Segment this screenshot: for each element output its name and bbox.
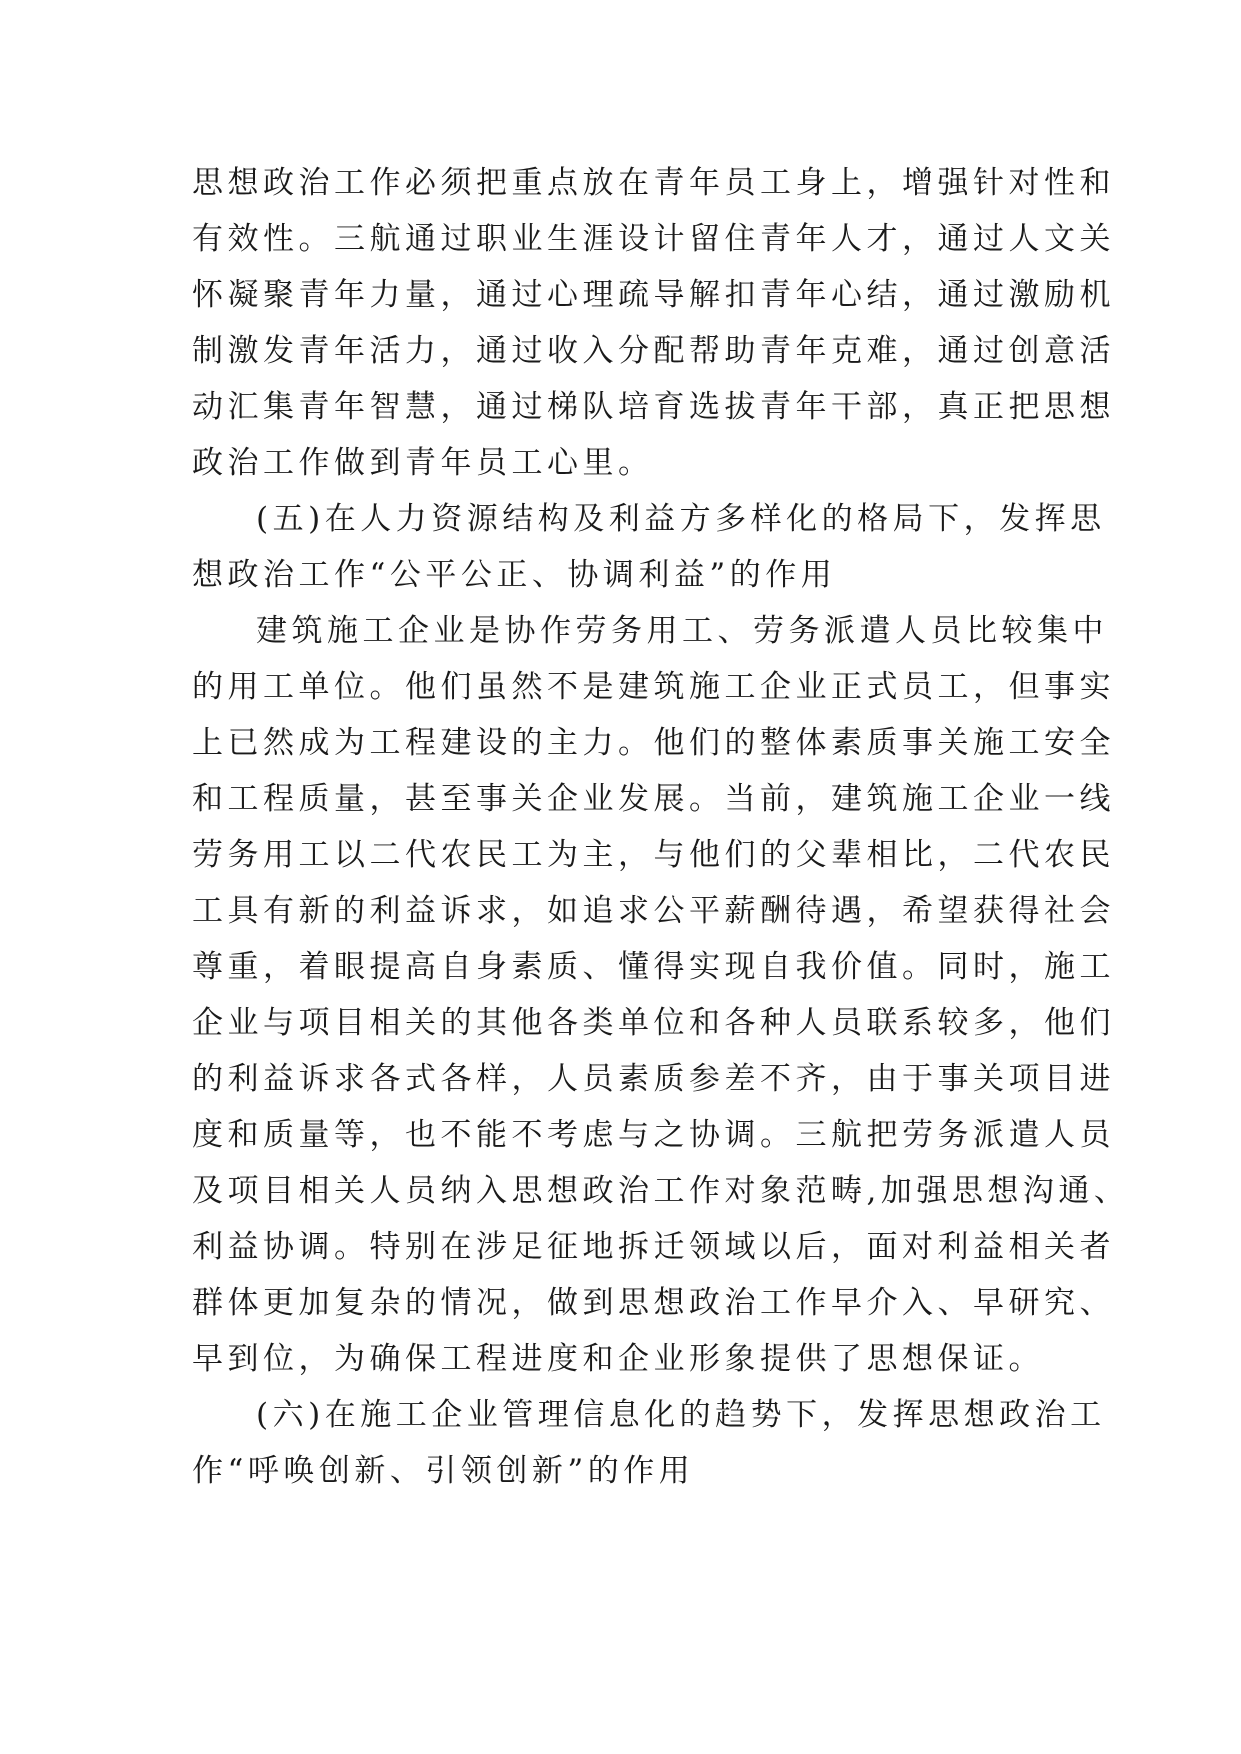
text-line: 怀凝聚青年力量，通过心理疏导解扣青年心结，通过激励机: [192, 277, 1115, 313]
text-line: 的利益诉求各式各样，人员素质参差不齐，由于事关项目进: [192, 1061, 1115, 1097]
text-line: 群体更加复杂的情况，做到思想政治工作早介入、早研究、: [192, 1285, 1115, 1321]
text-line: 企业与项目相关的其他各类单位和各种人员联系较多，他们: [192, 1005, 1115, 1041]
body-text: [192, 155, 1130, 1499]
section-heading-line: (六)在施工企业管理信息化的趋势下，发挥思想政治工: [256, 1397, 1106, 1433]
text-line: 思想政治工作必须把重点放在青年员工身上，增强针对性和: [192, 165, 1115, 201]
section-heading-line: 想政治工作“公平公正、协调利益”的作用: [192, 557, 837, 593]
text-line: 工具有新的利益诉求，如追求公平薪酬待遇，希望获得社会: [192, 893, 1115, 929]
section-heading-line: (五)在人力资源结构及利益方多样化的格局下，发挥思: [256, 501, 1106, 537]
text-line: 政治工作做到青年员工心里。: [192, 445, 654, 481]
text-line: 度和质量等，也不能不考虑与之协调。三航把劳务派遣人员: [192, 1117, 1115, 1153]
text-line: 的用工单位。他们虽然不是建筑施工企业正式员工，但事实: [192, 669, 1115, 705]
text-line: 上已然成为工程建设的主力。他们的整体素质事关施工安全: [192, 725, 1115, 761]
text-line: 早到位，为确保工程进度和企业形象提供了思想保证。: [192, 1341, 1044, 1377]
text-line: 尊重，着眼提高自身素质、懂得实现自我价值。同时，施工: [192, 949, 1115, 985]
text-line: 动汇集青年智慧，通过梯队培育选拔青年干部，真正把思想: [192, 389, 1115, 425]
text-line: 及项目相关人员纳入思想政治工作对象范畴,加强思想沟通、: [192, 1173, 1130, 1209]
text-line: 利益协调。特别在涉足征地拆迁领域以后，面对利益相关者: [192, 1229, 1115, 1265]
text-line: 劳务用工以二代农民工为主，与他们的父辈相比，二代农民: [192, 837, 1115, 873]
text-line: 有效性。三航通过职业生涯设计留住青年人才，通过人文关: [192, 221, 1115, 257]
text-line: 制激发青年活力，通过收入分配帮助青年克难，通过创意活: [192, 333, 1115, 369]
section-heading-line: 作“呼唤创新、引领创新”的作用: [192, 1453, 695, 1489]
text-line: 建筑施工企业是协作劳务用工、劳务派遣人员比较集中: [256, 613, 1108, 649]
text-line: 和工程质量，甚至事关企业发展。当前，建筑施工企业一线: [192, 781, 1115, 817]
